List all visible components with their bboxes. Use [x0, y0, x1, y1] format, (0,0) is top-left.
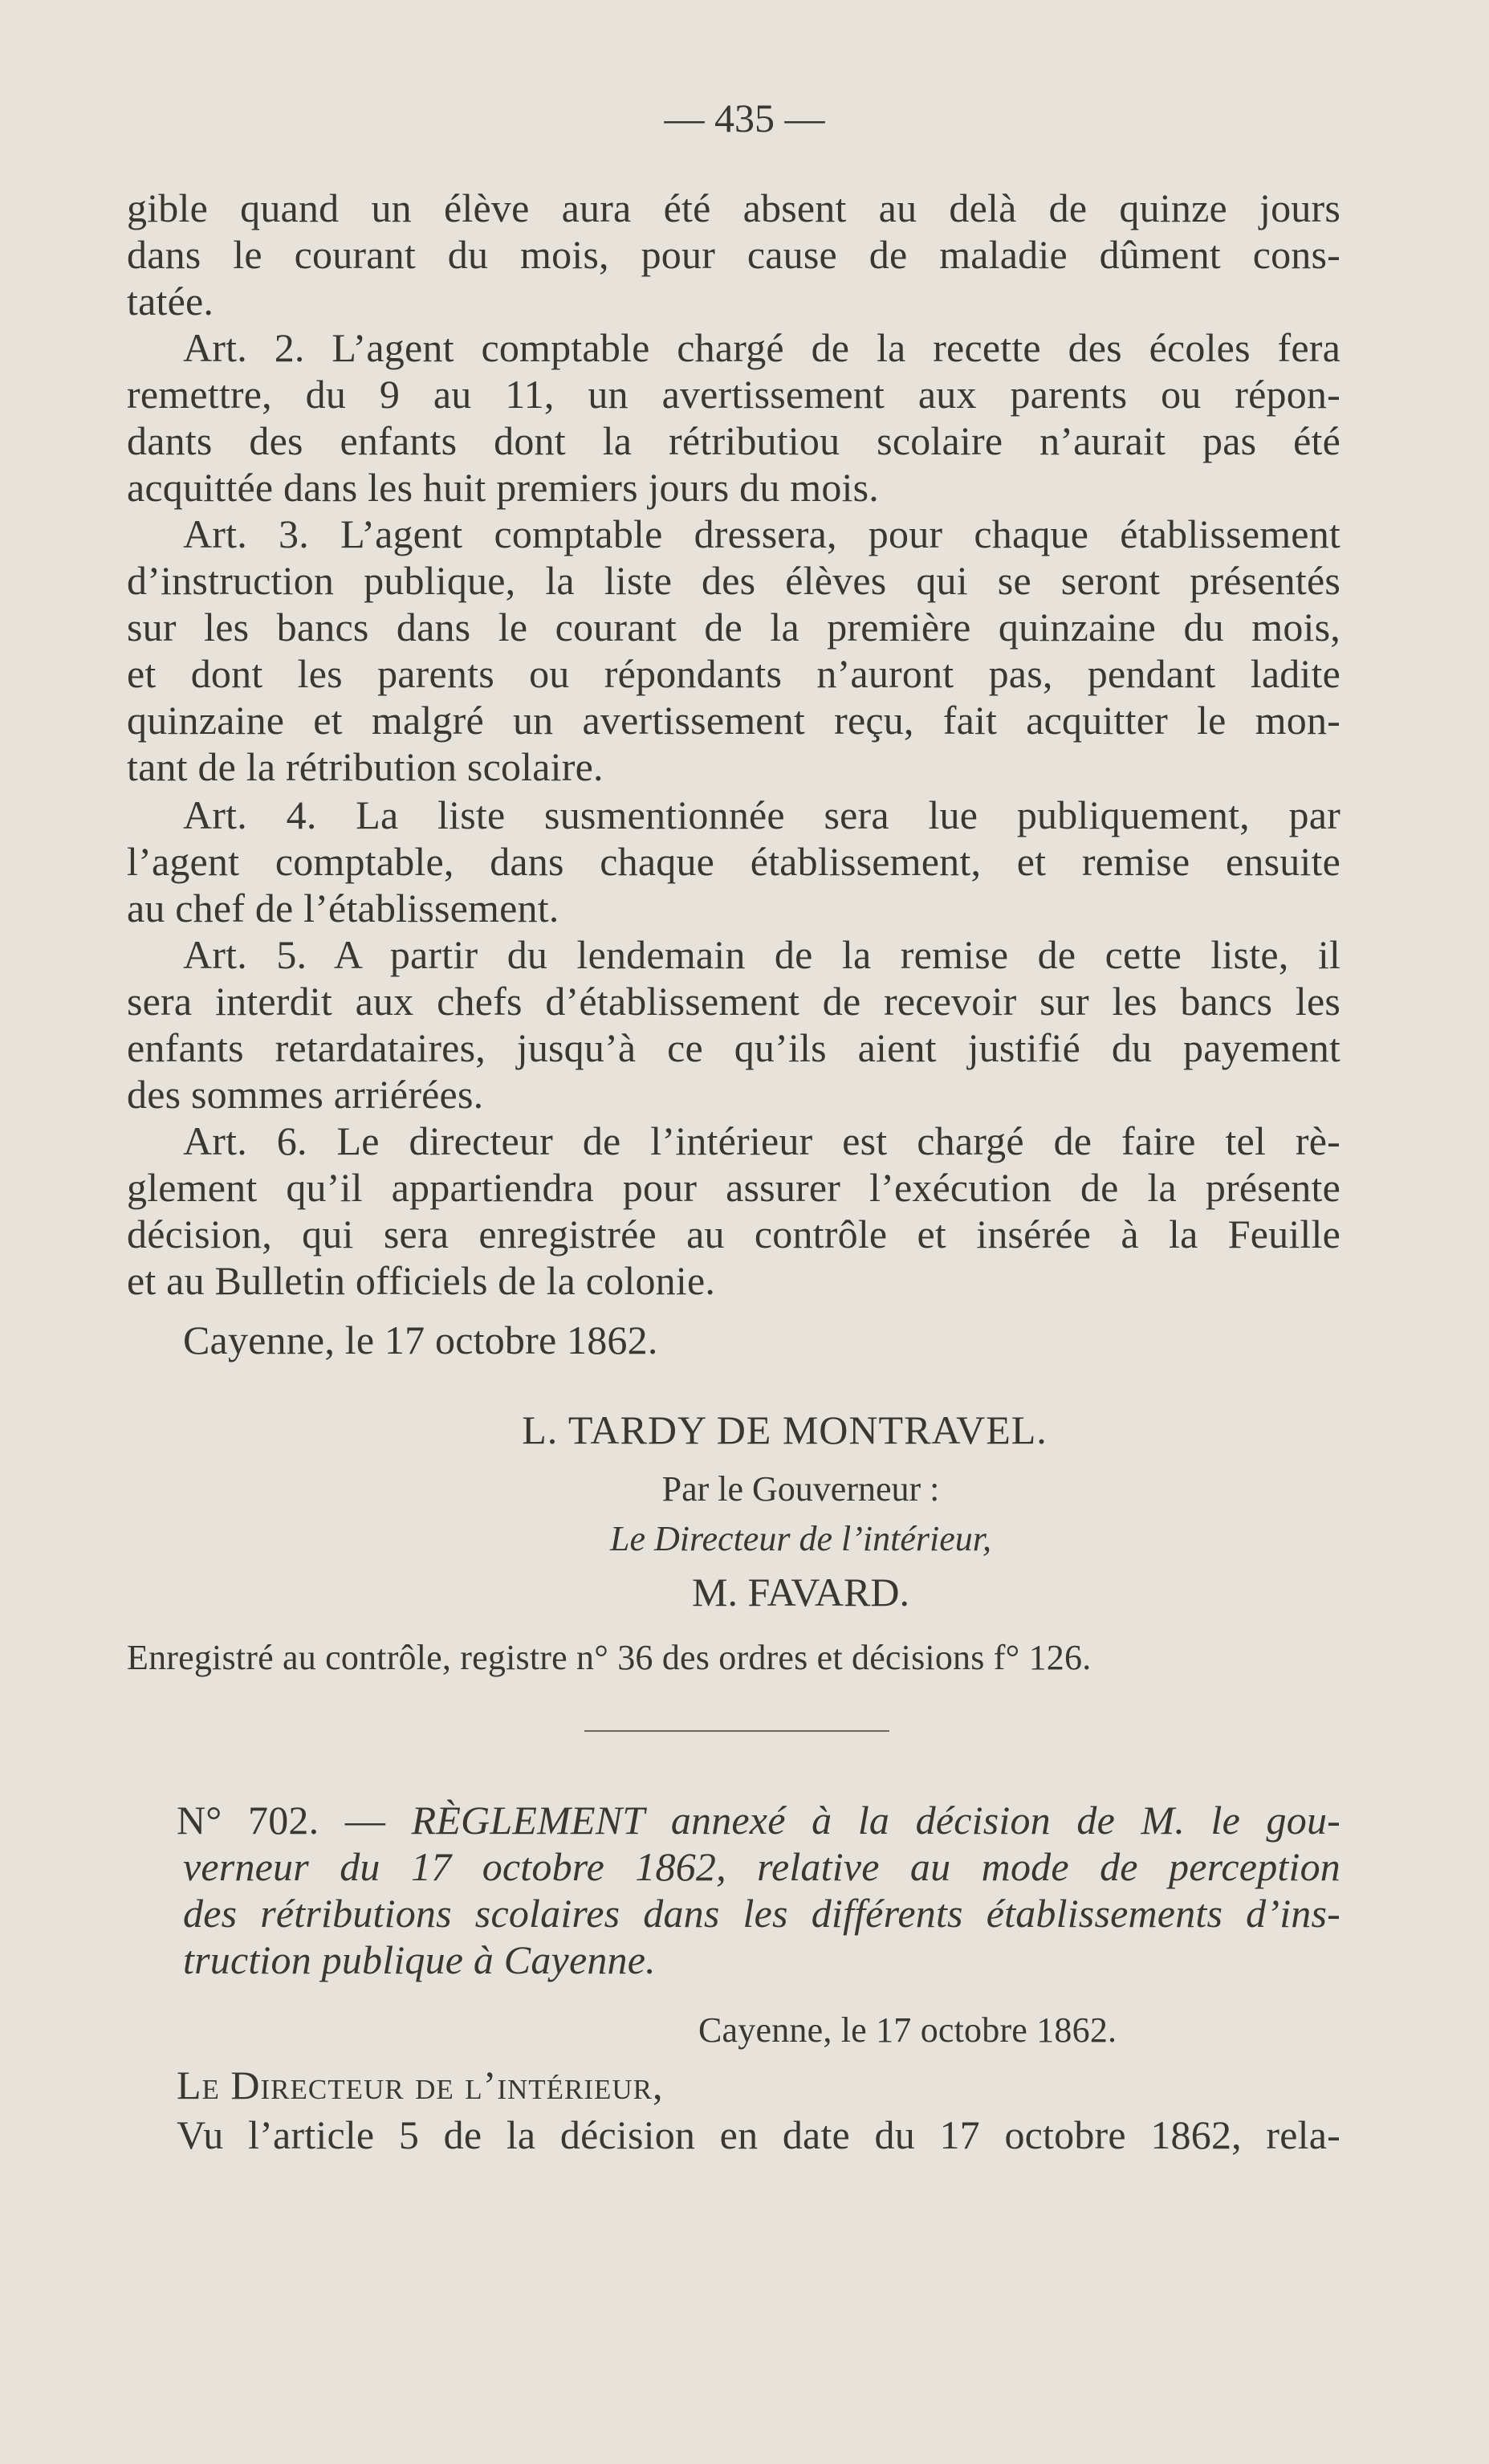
text-line: quinzaine et malgré un avertissement reçu, fait acquitter le mon- — [127, 698, 1341, 743]
section-first-line: Vu l’article 5 de la décision en date du 17 octobre 1862, rela- — [177, 2112, 1341, 2157]
text-line: enfants retardataires, jusqu’à ce qu’ils aient justifié du payement — [127, 1025, 1341, 1070]
signature-signer: M. FAVARD. — [692, 1570, 909, 1615]
text-line: Art. 6. Le directeur de l’intérieur est chargé de faire tel rè- — [183, 1118, 1341, 1163]
text-line: Art. 4. La liste susmentionnée sera lue publiquement, par — [183, 792, 1341, 837]
text-line: gible quand un élève aura été absent au delà de quinze jours — [127, 185, 1341, 230]
section-title-line: des rétributions scolaires dans les différents établissements d’ins- — [183, 1891, 1341, 1936]
text-line: dans le courant du mois, pour cause de maladie dûment cons- — [127, 232, 1341, 277]
date-line: Cayenne, le 17 octobre 1862. — [183, 1318, 658, 1362]
text-line: glement qu’il appartiendra pour assurer l’exécution de la présente — [127, 1165, 1341, 1210]
text-line: tatée. — [127, 279, 214, 324]
section-divider — [584, 1730, 889, 1732]
text-line: Art. 5. A partir du lendemain de la remise de cette liste, il — [183, 932, 1341, 977]
section-date: Cayenne, le 17 octobre 1862. — [698, 2010, 1117, 2050]
signature-by: Par le Gouverneur : — [661, 1469, 940, 1509]
text-line: tant de la rétribution scolaire. — [127, 744, 604, 789]
page-number: — 435 — — [664, 96, 825, 141]
section-title-line: truction publique à Cayenne. — [183, 1937, 656, 1982]
section-title-word: RÈGLEMENT — [411, 1798, 645, 1843]
text-line: sur les bancs dans le courant de la première quinzaine du mois, — [127, 605, 1341, 650]
signature-role: Le Directeur de l’intérieur, — [610, 1519, 991, 1558]
text-line: sera interdit aux chefs d’établissement de recevoir sur les bancs les — [127, 979, 1341, 1024]
text-line: Art. 2. L’agent comptable chargé de la recette des écoles fera — [183, 325, 1341, 370]
text-line: acquittée dans les huit premiers jours du mois. — [127, 465, 879, 510]
text-line: Art. 3. L’agent comptable dressera, pour chaque établissement — [183, 511, 1341, 556]
text-line: l’agent comptable, dans chaque établissement, et remise ensuite — [127, 839, 1341, 884]
text-line: remettre, du 9 au 11, un avertissement aux parents ou répon- — [127, 372, 1341, 417]
section-title-rest: annexé à la décision de M. le gou- — [670, 1798, 1341, 1843]
text-line: d’instruction publique, la liste des élèves qui se seront présentés — [127, 558, 1341, 603]
signature-name: L. TARDY DE MONTRAVEL. — [522, 1407, 1048, 1452]
section-title-line: verneur du 17 octobre 1862, relative au mode de perception — [183, 1844, 1341, 1889]
text-line: des sommes arriérées. — [127, 1072, 484, 1117]
text-line: décision, qui sera enregistrée au contrôle et insérée à la Feuille — [127, 1212, 1341, 1256]
section-number: N° 702. — — [177, 1798, 386, 1843]
text-line: et dont les parents ou répondants n’auront pas, pendant ladite — [127, 651, 1341, 696]
section-title-line — [177, 1797, 1341, 1843]
text-line: au chef de l’établissement. — [127, 886, 559, 931]
registration-line: Enregistré au contrôle, registre n° 36 des ordres et décisions f° 126. — [127, 1638, 1092, 1677]
text-line: et au Bulletin officiels de la colonie. — [127, 1258, 716, 1303]
section-heading: Le Directeur de l’intérieur, — [177, 2063, 664, 2108]
text-line: dants des enfants dont la rétributiou scolaire n’aurait pas été — [127, 418, 1341, 463]
